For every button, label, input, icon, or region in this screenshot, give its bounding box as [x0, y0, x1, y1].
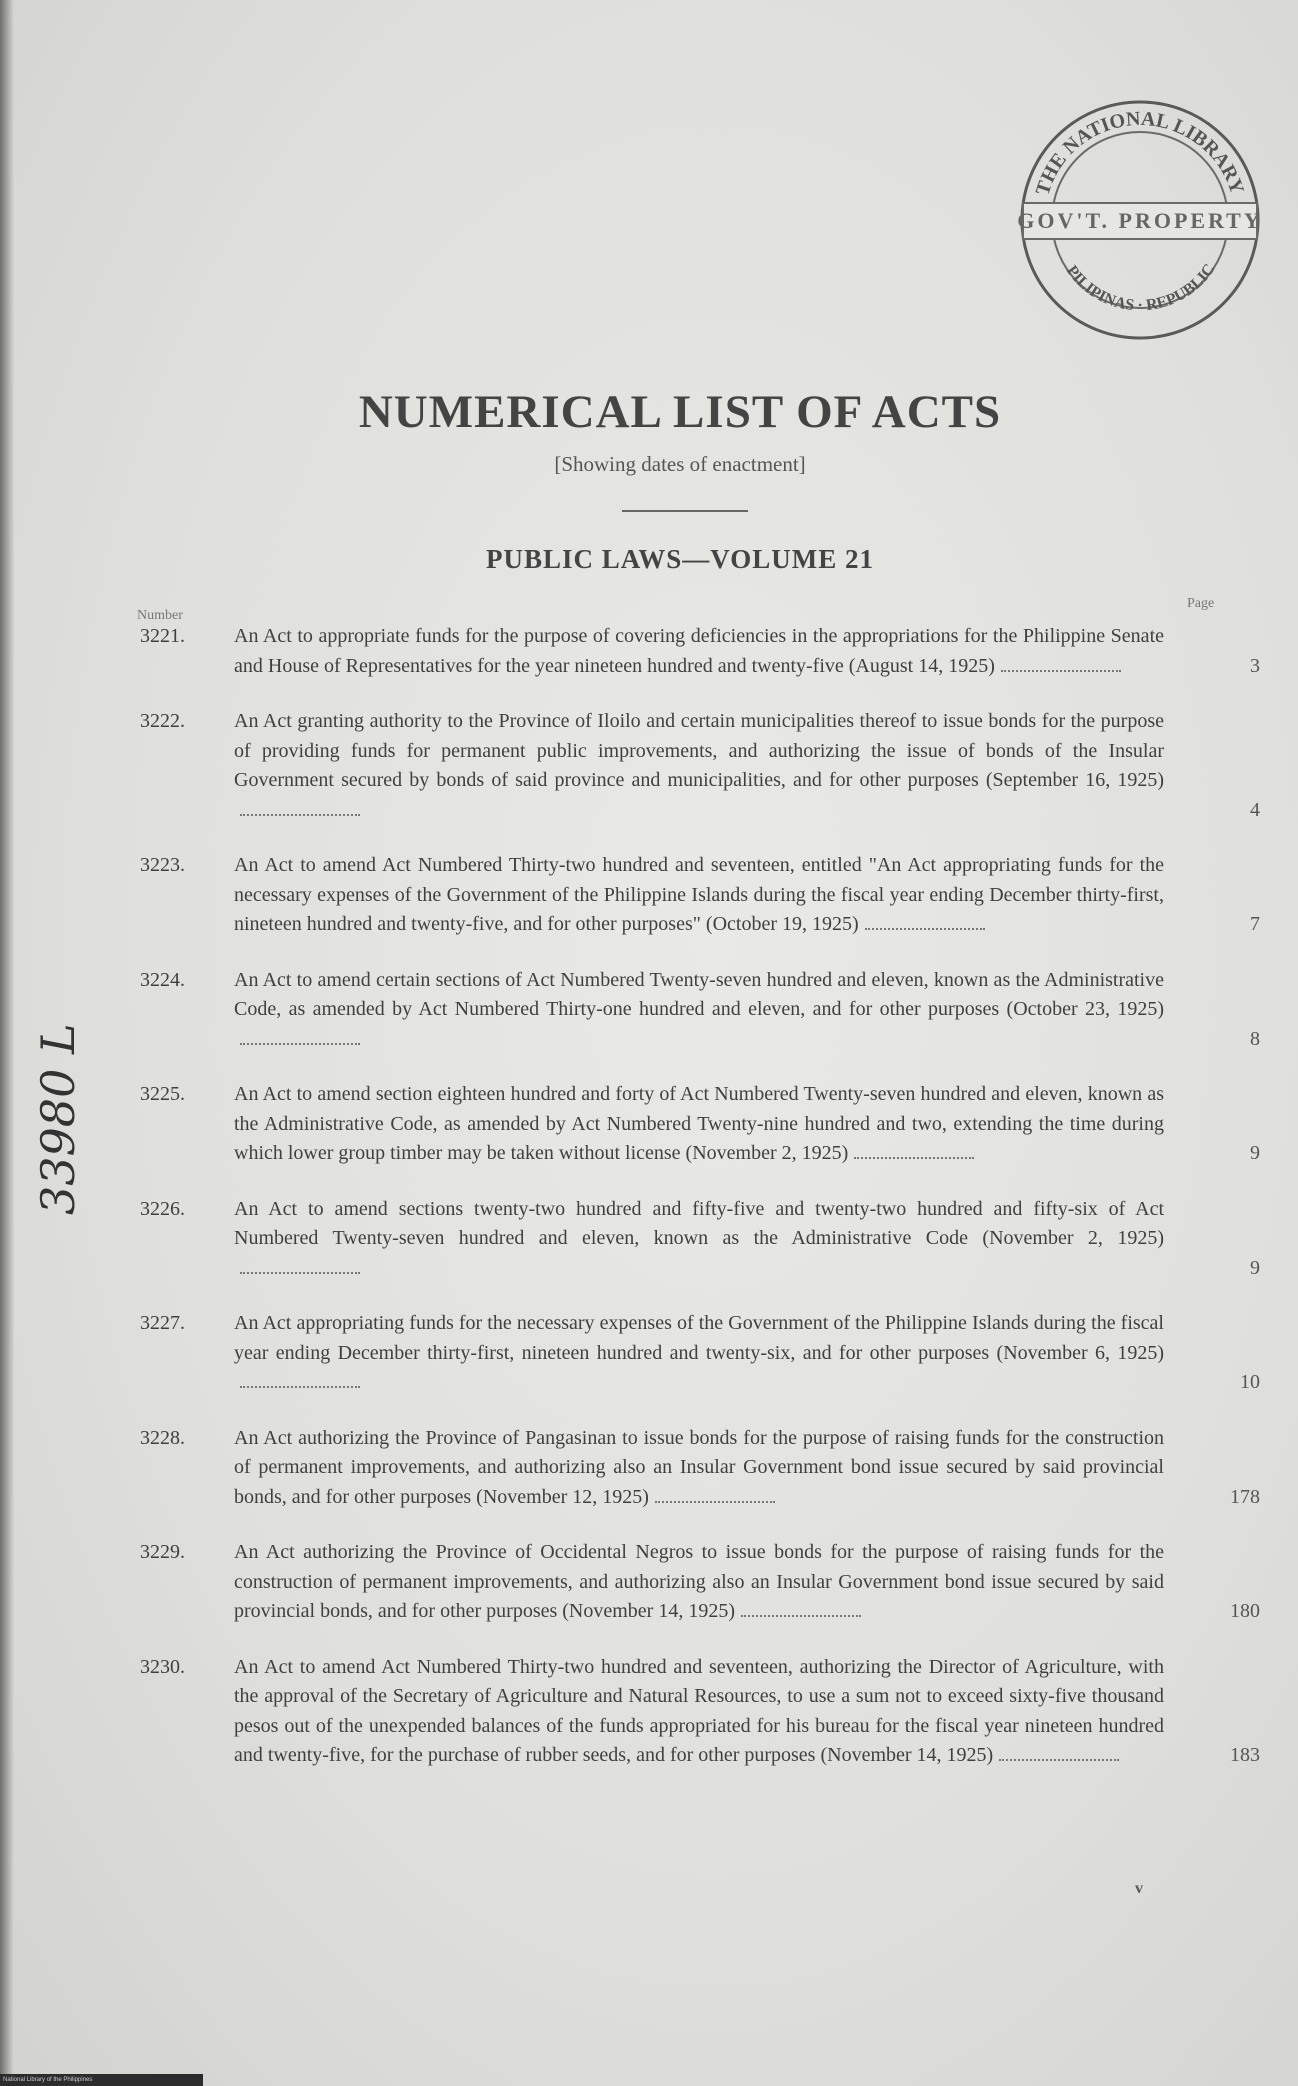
act-description: An Act to amend Act Numbered Thirty-two hundred and seventeen, authorizing the Director of Agriculture, with the approval of the Secretary of Agriculture and Natural Resources, to use a sum not to exceed sixty-five thousand pesos out of the unexpended balances of the funds appropriated for his bureau for the fiscal year nineteen hundred and twenty-five, for the purchase of rubber seeds, and for other purposes (November 14, 1925): [234, 1655, 1164, 1766]
leader-dots: [854, 1157, 974, 1159]
svg-text:PILIPINAS · REPUBLIC: [1063, 261, 1219, 314]
act-entry: [140, 1424, 1260, 1513]
leader-dots: [240, 1043, 360, 1045]
act-page-number: 3: [1250, 654, 1260, 677]
leader-dots: [741, 1615, 861, 1617]
act-number: 3225.: [140, 1083, 185, 1105]
handwritten-margin-note: [12, 1010, 102, 1220]
leader-dots: [240, 1386, 360, 1388]
acts-list: [140, 622, 1260, 1797]
act-description: An Act granting authority to the Province of Iloilo and certain municipalities thereof to issue bonds for the purpose of providing funds for permanent public improvements, and authorizing the issue of bonds of the Insular Government secured by bonds of said province and municipalities, and for other purposes (September 16, 1925): [234, 710, 1164, 791]
stamp-middle-text: GOV'T. PROPERTY: [1017, 208, 1263, 233]
page-number-roman: v: [1135, 1880, 1143, 1897]
act-entry: [140, 966, 1260, 1055]
page-title: NUMERICAL LIST OF ACTS: [358, 386, 1002, 438]
volume-heading: PUBLIC LAWS—VOLUME 21: [485, 544, 874, 574]
act-entry: [140, 707, 1260, 825]
act-description: An Act to appropriate funds for the purpose of covering deficiencies in the appropriations for the Philippine Senate and House of Representatives for the year nineteen hundred and twenty-five (August 14, 1925): [234, 625, 1164, 677]
stamp-top-text: THE NATIONAL LIBRARY: [1031, 107, 1249, 198]
act-number: 3226.: [140, 1197, 185, 1220]
svg-text:THE NATIONAL LIBRARY: [1032, 108, 1249, 198]
act-entry: [140, 622, 1260, 681]
act-page-number: 10: [1240, 1371, 1260, 1393]
act-entry: [140, 1195, 1260, 1284]
act-number: 3228.: [140, 1426, 185, 1449]
leader-dots: [1001, 670, 1121, 672]
act-description: An Act appropriating funds for the necessary expenses of the Government of the Philippine Islands during the fiscal year ending December thirty-first, nineteen hundred and twenty-six, and for other purposes (November 6, 1925): [234, 1312, 1164, 1364]
act-page-number: 183: [1230, 1744, 1260, 1766]
leader-dots: [240, 814, 360, 816]
act-page-number: 9: [1250, 1142, 1260, 1164]
leader-dots: [240, 1272, 360, 1274]
act-number: 3229.: [140, 1541, 185, 1563]
act-entry: [140, 1538, 1260, 1627]
act-number: 3224.: [140, 968, 185, 991]
act-page-number: 178: [1230, 1485, 1260, 1508]
act-description: An Act authorizing the Province of Pangasinan to issue bonds for the purpose of raising funds for the construction of permanent improvements, and authorizing also an Insular Government bond issue secured by said provincial bonds, and for other purposes (November 12, 1925): [234, 1426, 1164, 1508]
library-stamp: [1015, 95, 1265, 345]
act-description: An Act to amend Act Numbered Thirty-two hundred and seventeen, entitled "An Act appropriating funds for the necessary expenses of the Government of the Philippine Islands during the fiscal year ending December thirty-first, nineteen hundred and twenty-five, and for other purposes" (October 19, 1925): [234, 854, 1164, 935]
act-page-number: 7: [1250, 913, 1260, 935]
act-description: An Act to amend sections twenty-two hundred and fifty-five and twenty-two hundred and fifty-six of Act Numbered Twenty-seven hundred and eleven, known as the Administrative Code (November 2, 1925): [234, 1197, 1164, 1249]
act-entry: [140, 851, 1260, 940]
margin-handwriting-text: 33980 L: [31, 1023, 85, 1215]
act-page-number: 8: [1250, 1027, 1260, 1050]
act-number: 3223.: [140, 854, 185, 876]
act-number: 3221.: [140, 625, 185, 647]
scan-credit-strip: National Library of the Philippines: [0, 2074, 203, 2086]
leader-dots: [865, 928, 985, 930]
leader-dots: [655, 1501, 775, 1503]
title-divider: [622, 510, 748, 512]
number-column-label: Number: [137, 608, 183, 623]
act-number: 3230.: [140, 1655, 185, 1678]
act-description: An Act authorizing the Province of Occidental Negros to issue bonds for the purpose of raising funds for the construction of permanent improvements, and authorizing also an Insular Government bond issue secured by said provincial bonds, and for other purposes (November 14, 1925): [234, 1541, 1164, 1622]
act-entry: [140, 1080, 1260, 1169]
page-column-label: Page: [1187, 596, 1215, 611]
act-description: An Act to amend section eighteen hundred and forty of Act Numbered Twenty-seven hundred and eleven, known as the Administrative Code, as amended by Act Numbered Twenty-nine hundred and two, extending the time during which lower group timber may be taken without license (November 2, 1925): [234, 1083, 1164, 1164]
act-page-number: 180: [1230, 1600, 1260, 1622]
act-number: 3222.: [140, 710, 185, 732]
act-description: An Act to amend certain sections of Act Numbered Twenty-seven hundred and eleven, known as the Administrative Code, as amended by Act Numbered Thirty-one hundred and eleven, and for other purposes (October 23, 1925): [234, 968, 1164, 1020]
act-page-number: 9: [1250, 1256, 1260, 1279]
stamp-bottom-text: PILIPINAS · REPUBLIC: [1062, 260, 1219, 315]
page-subtitle: [Showing dates of enactment]: [554, 452, 806, 476]
leader-dots: [999, 1759, 1119, 1761]
act-entry: [140, 1309, 1260, 1398]
act-page-number: 4: [1250, 798, 1260, 821]
act-entry: [140, 1653, 1260, 1771]
act-number: 3227.: [140, 1312, 185, 1334]
